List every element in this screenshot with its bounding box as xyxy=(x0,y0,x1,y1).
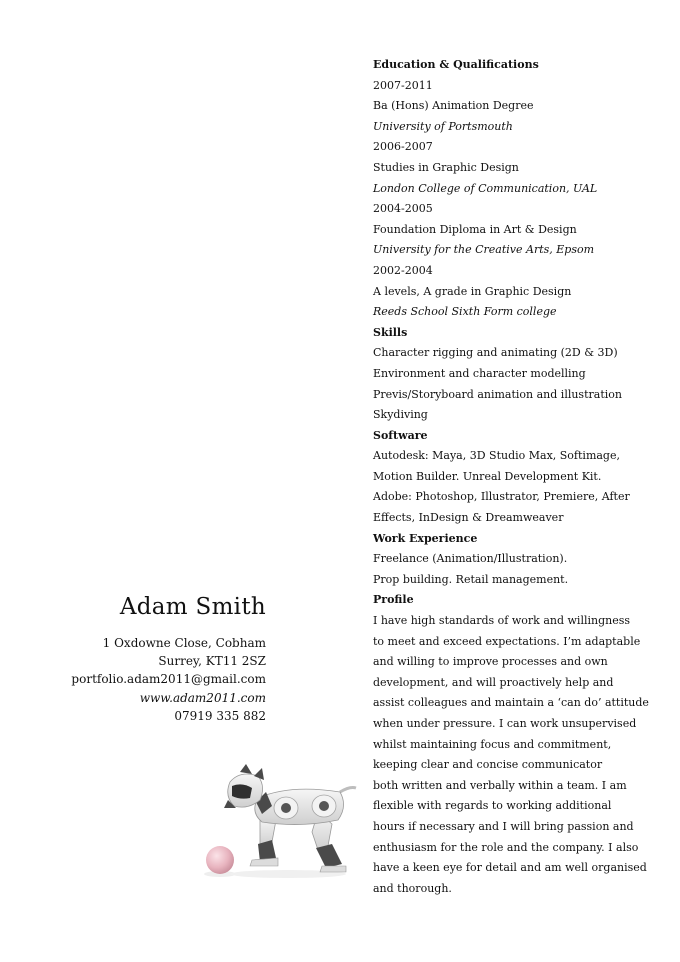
education-qualification: Studies in Graphic Design xyxy=(373,160,519,174)
profile-line: I have high standards of work and willingness xyxy=(373,614,631,628)
education-qualification: Ba (Hons) Animation Degree xyxy=(373,99,534,113)
email-link[interactable]: portfolio.adam2011@gmail.com xyxy=(71,672,266,687)
education-years: 2006-2007 xyxy=(373,140,433,154)
contact-block xyxy=(71,590,266,725)
address-line: 1 Oxdowne Close, Cobham xyxy=(102,636,266,650)
skill-item: Character rigging and animating (2D & 3D) xyxy=(373,346,618,360)
education-qualification: A levels, A grade in Graphic Design xyxy=(373,284,572,298)
software-line: Motion Builder. Unreal Development Kit. xyxy=(373,469,602,483)
education-institution: University for the Creative Arts, Epsom xyxy=(373,243,595,257)
education-heading: Education & Qualifications xyxy=(373,58,539,71)
work-experience-line: Prop building. Retail management. xyxy=(373,572,569,586)
profile-line: enthusiasm for the role and the company. I also xyxy=(373,840,639,854)
education-institution: University of Portsmouth xyxy=(373,119,513,133)
profile-line: whilst maintaining focus and commitment, xyxy=(373,737,612,751)
skills-heading: Skills xyxy=(373,325,408,339)
profile-heading: Profile xyxy=(373,593,414,607)
profile-line: assist colleagues and maintain a ‘can do’ attitude xyxy=(373,696,649,710)
profile-line: keeping clear and concise communicator xyxy=(373,758,603,772)
profile-line: hours if necessary and I will bring passion and xyxy=(373,819,634,833)
skill-item: Environment and character modelling xyxy=(373,366,586,380)
profile-line: and willing to improve processes and own xyxy=(373,655,608,669)
education-years: 2002-2004 xyxy=(373,263,433,277)
education-institution: Reeds School Sixth Form college xyxy=(373,305,557,319)
education-institution: London College of Communication, UAL xyxy=(373,181,598,195)
address-line: Surrey, KT11 2SZ xyxy=(158,654,266,669)
candidate-name: Adam Smith xyxy=(119,594,266,620)
skill-item: Previs/Storyboard animation and illustration xyxy=(373,387,622,401)
education-qualification: Foundation Diploma in Art & Design xyxy=(373,222,577,236)
profile-line: both written and verbally within a team. I am xyxy=(373,778,627,792)
education-years: 2007-2011 xyxy=(373,78,433,92)
phone-number: 07919 335 882 xyxy=(174,708,266,723)
software-line: Adobe: Photoshop, Illustrator, Premiere, After xyxy=(373,490,630,504)
software-heading: Software xyxy=(373,428,428,442)
profile-line: development, and will proactively help and xyxy=(373,675,614,689)
profile-line: when under pressure. I can work unsupervised xyxy=(373,717,637,730)
website-link[interactable]: www.adam2011.com xyxy=(139,690,266,705)
software-line: Effects, InDesign & Dreamweaver xyxy=(373,511,564,525)
pink-ball xyxy=(206,846,234,874)
profile-line: to meet and exceed expectations. I’m adaptable xyxy=(373,634,641,648)
skill-item: Skydiving xyxy=(373,408,428,422)
work-experience-line: Freelance (Animation/Illustration). xyxy=(373,552,568,566)
profile-line: have a keen eye for detail and am well organised xyxy=(373,861,647,875)
education-years: 2004-2005 xyxy=(373,202,433,216)
resume-details xyxy=(373,55,673,899)
robot-dog-illustration xyxy=(200,762,360,882)
software-line: Autodesk: Maya, 3D Studio Max, Softimage, xyxy=(373,449,620,463)
work-experience-heading: Work Experience xyxy=(373,531,478,545)
profile-line: and thorough. xyxy=(373,881,452,895)
profile-line: flexible with regards to working additional xyxy=(373,799,612,813)
